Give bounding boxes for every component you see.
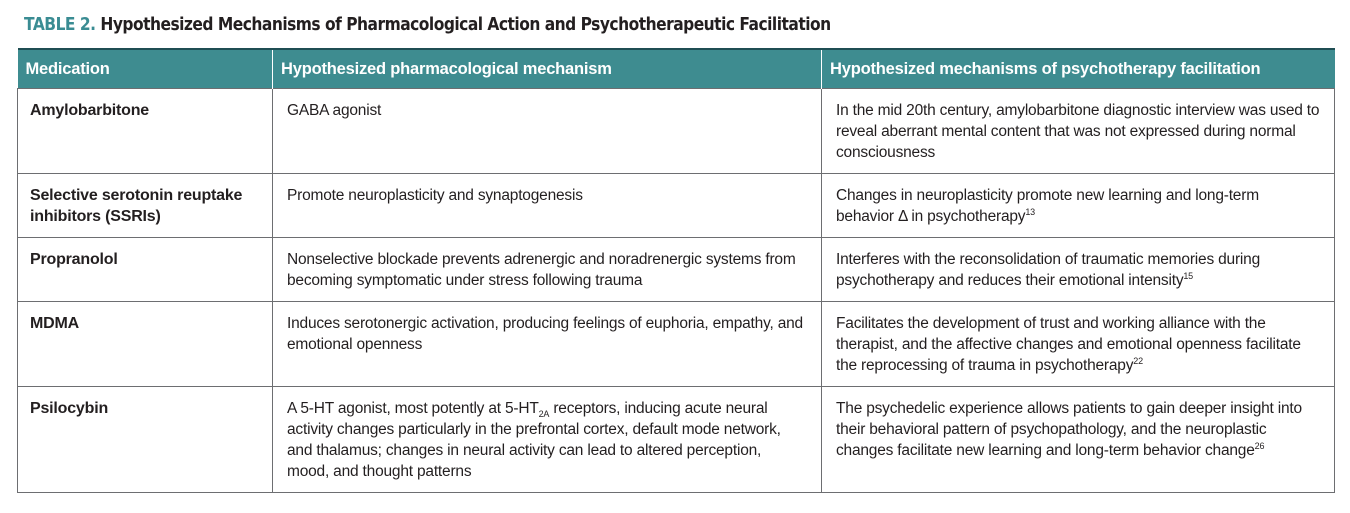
reference-superscript: 15 xyxy=(1183,270,1193,281)
table-row xyxy=(18,302,1335,387)
psychotherapy-text: Facilitates the development of trust and working alliance with the therapist, and the affective changes and emotional openness facilitate the reprocessing of trauma in psychotherapy xyxy=(836,315,1301,374)
psychotherapy-text: The psychedelic experience allows patients to gain deeper insight into their behavioral pattern of psychopathology, and the neuroplastic changes facilitate new learning and long-term behavior change xyxy=(836,400,1302,459)
psychotherapy-cell xyxy=(822,174,1335,238)
psychotherapy-text: Interferes with the reconsolidation of traumatic memories during psychotherapy and reduces their emotional intensity xyxy=(836,251,1260,289)
column-header-pharmacological: Hypothesized pharmacological mechanism xyxy=(273,49,822,89)
pharmacological-text-start: A 5-HT agonist, most potently at 5-HT xyxy=(287,400,539,417)
reference-superscript: 26 xyxy=(1254,440,1265,451)
header-row xyxy=(18,49,1335,89)
table-row xyxy=(18,174,1335,238)
reference-superscript: 13 xyxy=(1025,206,1035,217)
medication-cell: Selective serotonin reuptake inhibitors (SSRIs) xyxy=(18,174,273,238)
column-header-medication: Medication xyxy=(25,59,110,78)
table-row xyxy=(18,238,1335,302)
pharmacological-cell: Promote neuroplasticity and synaptogenesis xyxy=(273,174,822,238)
psychotherapy-text: Changes in neuroplasticity promote new learning and long-term behavior Δ in psychotherapy xyxy=(836,187,1259,225)
psychotherapy-cell xyxy=(822,387,1335,493)
pharmacological-text-end: receptors, inducing acute neural activity changes particularly in the prefrontal cortex, default mode network, and thalamus; changes in neural activity can lead to altered perception, mood, and thought patterns xyxy=(287,400,781,480)
table-title xyxy=(24,14,831,35)
column-header-psychotherapy: Hypothesized mechanisms of psychotherapy facilitation xyxy=(822,49,1335,89)
mechanisms-table xyxy=(17,48,1335,493)
psychotherapy-cell xyxy=(822,238,1335,302)
psychotherapy-cell xyxy=(822,89,1335,174)
reference-superscript: 22 xyxy=(1133,355,1143,366)
table-row xyxy=(18,387,1335,493)
psychotherapy-text: In the mid 20th century, amylobarbitone diagnostic interview was used to reveal aberrant mental content that was not expressed during normal consciousness xyxy=(836,102,1320,161)
medication-cell: Amylobarbitone xyxy=(18,89,273,174)
table-caption: Hypothesized Mechanisms of Pharmacological Action and Psychotherapeutic Facilitation xyxy=(100,14,831,35)
psychotherapy-cell xyxy=(822,302,1335,387)
table-row xyxy=(18,89,1335,174)
pharmacological-cell xyxy=(273,387,822,493)
medication-cell: Psilocybin xyxy=(18,387,273,493)
pharmacological-cell: GABA agonist xyxy=(273,89,822,174)
pharmacological-cell: Induces serotonergic activation, producing feelings of euphoria, empathy, and emotional openness xyxy=(273,302,822,387)
table-number: TABLE 2. xyxy=(24,14,96,35)
medication-cell: MDMA xyxy=(18,302,273,387)
pharmacological-cell: Nonselective blockade prevents adrenergic and noradrenergic systems from becoming symptomatic under stress following trauma xyxy=(273,238,822,302)
receptor-subscript: 2A xyxy=(538,409,550,420)
medication-cell: Propranolol xyxy=(18,238,273,302)
